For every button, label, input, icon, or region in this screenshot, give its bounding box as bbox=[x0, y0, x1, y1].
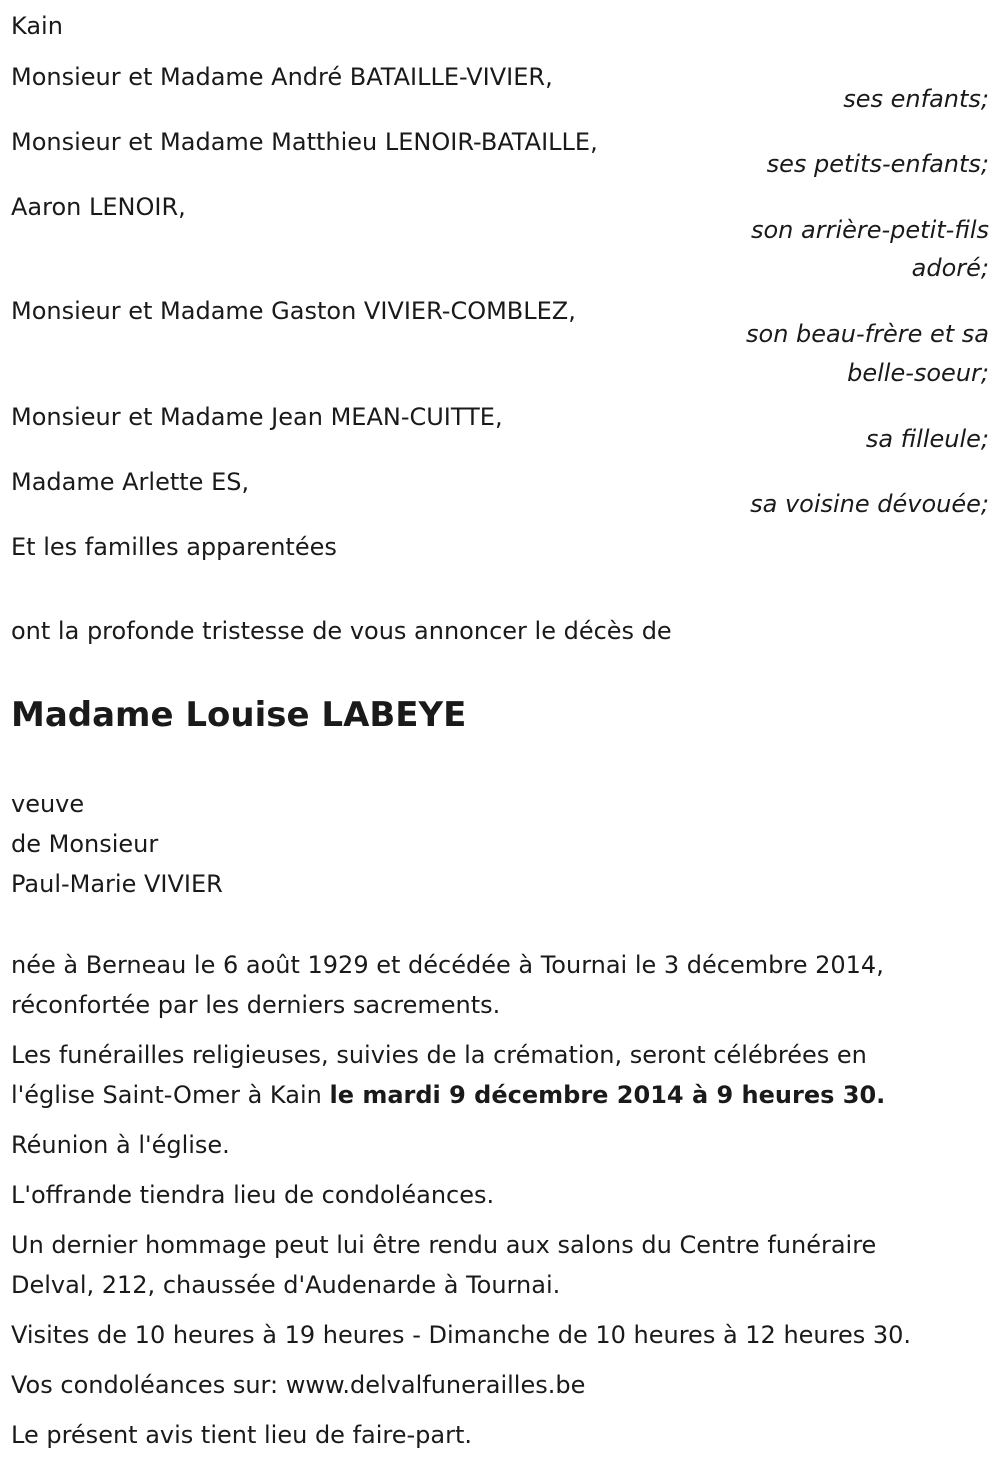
family-name: Aaron LENOIR, bbox=[11, 193, 186, 221]
family-name: Monsieur et Madame Jean MEAN-CUITTE, bbox=[11, 403, 503, 431]
tribute-line: Un dernier hommage peut lui être rendu aux salons du Centre funéraire bbox=[11, 1231, 877, 1259]
related-families: Et les familles apparentées bbox=[11, 533, 337, 561]
funeral-paragraph bbox=[11, 1035, 991, 1115]
birth-death-paragraph bbox=[11, 945, 991, 1025]
funeral-place: l'église Saint-Omer à Kain bbox=[11, 1081, 330, 1109]
family-role: sa filleule; bbox=[865, 425, 989, 453]
family-role: son arrière-petit-fils bbox=[750, 216, 989, 244]
deceased-name: Madame Louise LABEYE bbox=[11, 695, 467, 735]
widow-line: veuve bbox=[11, 790, 85, 818]
family-name: Monsieur et Madame André BATAILLE-VIVIER, bbox=[11, 63, 553, 91]
family-role: son beau-frère et sa bbox=[746, 320, 989, 348]
widow-line: de Monsieur bbox=[11, 830, 159, 858]
family-name: Madame Arlette ES, bbox=[11, 468, 250, 496]
family-role: adoré; bbox=[911, 254, 989, 282]
meeting-info: Réunion à l'église. bbox=[11, 1131, 230, 1159]
tribute-paragraph bbox=[11, 1225, 991, 1305]
funeral-line: Les funérailles religieuses, suivies de la crémation, seront célébrées en bbox=[11, 1041, 867, 1069]
funeral-datetime: le mardi 9 décembre 2014 à 9 heures 30. bbox=[329, 1081, 886, 1109]
obituary-notice bbox=[11, 6, 991, 1465]
family-role: sa voisine dévouée; bbox=[750, 490, 989, 518]
birth-death-line: née à Berneau le 6 août 1929 et décédée à Tournai le 3 décembre 2014, bbox=[11, 951, 884, 979]
offering-info: L'offrande tiendra lieu de condoléances. bbox=[11, 1181, 495, 1209]
condolences-info: Vos condoléances sur: www.delvalfunerailles.be bbox=[11, 1371, 586, 1399]
announcement: ont la profonde tristesse de vous annoncer le décès de bbox=[11, 617, 672, 645]
notice-info: Le présent avis tient lieu de faire-part. bbox=[11, 1421, 473, 1449]
funeral-line bbox=[11, 1075, 991, 1115]
family-role: belle-soeur; bbox=[847, 359, 989, 387]
family-name: Monsieur et Madame Gaston VIVIER-COMBLEZ, bbox=[11, 297, 576, 325]
family-name: Monsieur et Madame Matthieu LENOIR-BATAILLE, bbox=[11, 128, 598, 156]
visits-info: Visites de 10 heures à 19 heures - Dimanche de 10 heures à 12 heures 30. bbox=[11, 1321, 912, 1349]
location: Kain bbox=[11, 12, 63, 40]
family-role: ses petits-enfants; bbox=[766, 150, 989, 178]
birth-death-line: réconfortée par les derniers sacrements. bbox=[11, 991, 501, 1019]
widow-line: Paul-Marie VIVIER bbox=[11, 870, 223, 898]
family-list bbox=[11, 57, 991, 567]
widow-of bbox=[11, 784, 991, 904]
tribute-line: Delval, 212, chaussée d'Audenarde à Tournai. bbox=[11, 1271, 561, 1299]
family-role: ses enfants; bbox=[843, 85, 989, 113]
